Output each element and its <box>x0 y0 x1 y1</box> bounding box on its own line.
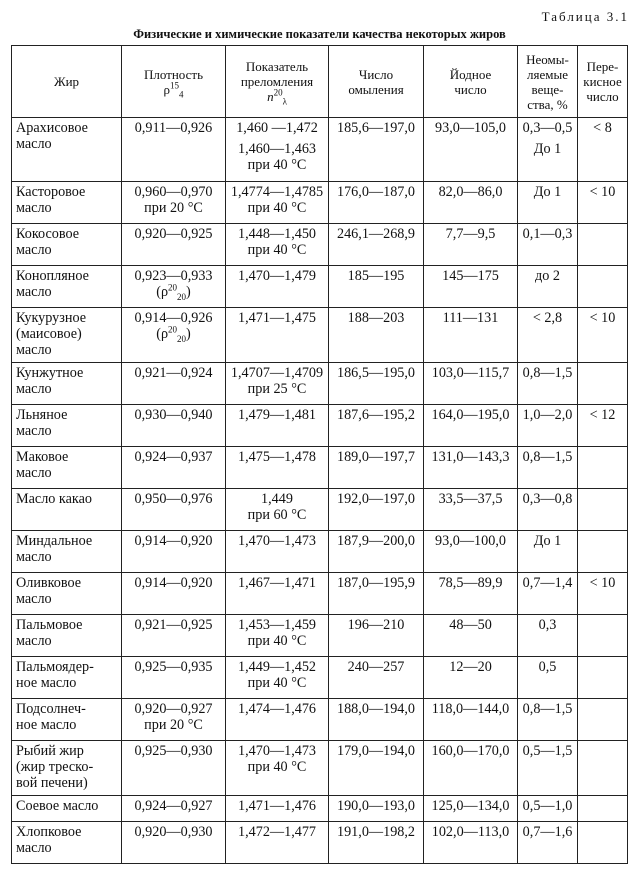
cell-unsaponifiable <box>518 182 578 224</box>
cell-line: 0,3—0,8 <box>522 491 573 507</box>
cell-fat-name <box>12 308 122 363</box>
table-row <box>12 224 628 266</box>
cell-fat-name <box>12 118 122 182</box>
cell-line: масло <box>16 591 52 607</box>
cell-line: (маисовое) <box>16 326 82 342</box>
cell-line: масло <box>16 465 52 481</box>
cell-line: 1,448—1,450 <box>237 226 317 242</box>
cell-line: 0,924—0,937 <box>134 449 213 465</box>
cell-line: 0,923—0,933 <box>134 268 213 284</box>
cell-unsaponifiable <box>518 489 578 531</box>
cell-iodine: 160,0—170,0 <box>424 741 518 796</box>
cell-line: Рыбий жир <box>16 743 84 759</box>
cell-line: масло <box>16 423 52 439</box>
cell-unsaponifiable <box>518 363 578 405</box>
cell-iodine: 82,0—86,0 <box>424 182 518 224</box>
cell-fat-name <box>12 741 122 796</box>
cell-line: при 20 °C <box>144 200 203 216</box>
cell-iodine: 125,0—134,0 <box>424 796 518 822</box>
header-unsaponifiable: Неомы- ляемые веще- ства, % <box>518 46 578 118</box>
cell-line: 0,5—1,5 <box>522 743 573 759</box>
cell-saponification: 188—203 <box>329 308 424 363</box>
cell-iodine: 12—20 <box>424 657 518 699</box>
cell-density <box>122 118 226 182</box>
cell-line: Миндальное <box>16 533 93 549</box>
cell-saponification: 186,5—195,0 <box>329 363 424 405</box>
cell-line: 1,460—1,463 <box>237 141 317 157</box>
cell-line: 0,8—1,5 <box>522 365 573 381</box>
cell-density <box>122 308 226 363</box>
cell-refraction <box>226 741 329 796</box>
cell-refraction <box>226 796 329 822</box>
table-row <box>12 531 628 573</box>
cell-density <box>122 615 226 657</box>
cell-peroxide <box>578 657 628 699</box>
cell-refraction <box>226 182 329 224</box>
cell-line: Оливковое <box>16 575 82 591</box>
table-row <box>12 405 628 447</box>
cell-line: 1,449—1,452 <box>237 659 317 675</box>
cell-refraction <box>226 699 329 741</box>
cell-saponification: 187,6—195,2 <box>329 405 424 447</box>
cell-fat-name <box>12 182 122 224</box>
cell-line: при 40 °C <box>247 242 307 258</box>
cell-line: 0,3—0,5 <box>522 120 573 136</box>
cell-line: масло <box>16 200 52 216</box>
cell-density <box>122 699 226 741</box>
cell-peroxide: < 12 <box>578 405 628 447</box>
cell-line: 1,470—1,473 <box>237 743 317 759</box>
cell-line: Пальмовое <box>16 617 83 633</box>
cell-unsaponifiable <box>518 531 578 573</box>
cell-peroxide <box>578 796 628 822</box>
cell-line: масло <box>16 284 52 300</box>
cell-peroxide <box>578 266 628 308</box>
cell-line: масло <box>16 633 52 649</box>
cell-peroxide <box>578 822 628 864</box>
cell-saponification: 188,0—194,0 <box>329 699 424 741</box>
cell-peroxide <box>578 531 628 573</box>
cell-line: масло <box>16 840 52 856</box>
cell-refraction <box>226 489 329 531</box>
cell-density <box>122 489 226 531</box>
cell-unsaponifiable <box>518 615 578 657</box>
cell-unsaponifiable <box>518 822 578 864</box>
table-body <box>12 118 628 864</box>
cell-unsaponifiable <box>518 308 578 363</box>
fat-quality-table <box>11 45 628 864</box>
cell-line: 0,920—0,927 <box>134 701 213 717</box>
cell-line: 0,914—0,920 <box>134 575 213 591</box>
cell-line: 1,475—1,478 <box>237 449 317 465</box>
table-caption: Физические и химические показатели качества некоторых жиров <box>133 27 506 41</box>
cell-peroxide <box>578 447 628 489</box>
cell-line: (жир треско- <box>16 759 94 775</box>
cell-saponification: 187,0—195,9 <box>329 573 424 615</box>
cell-saponification: 196—210 <box>329 615 424 657</box>
table-row <box>12 447 628 489</box>
cell-density <box>122 266 226 308</box>
cell-refraction <box>226 308 329 363</box>
table-row <box>12 657 628 699</box>
table-row <box>12 308 628 363</box>
cell-iodine: 145—175 <box>424 266 518 308</box>
cell-iodine: 103,0—115,7 <box>424 363 518 405</box>
cell-fat-name <box>12 489 122 531</box>
cell-saponification: 187,9—200,0 <box>329 531 424 573</box>
cell-unsaponifiable <box>518 741 578 796</box>
cell-line: при 40 °C <box>247 200 307 216</box>
cell-peroxide <box>578 741 628 796</box>
table-row <box>12 182 628 224</box>
cell-line: Арахисовое <box>16 120 88 136</box>
cell-unsaponifiable <box>518 573 578 615</box>
cell-saponification: 185—195 <box>329 266 424 308</box>
cell-line: 1,467—1,471 <box>237 575 317 591</box>
cell-line: Кокосовое <box>16 226 80 242</box>
cell-unsaponifiable <box>518 699 578 741</box>
cell-density <box>122 182 226 224</box>
cell-line: 0,8—1,5 <box>522 449 573 465</box>
cell-line: масло <box>16 136 52 152</box>
cell-line: 1,449 <box>261 491 293 507</box>
cell-peroxide: < 10 <box>578 573 628 615</box>
cell-fat-name <box>12 573 122 615</box>
cell-line: ное масло <box>16 717 77 733</box>
cell-line: Подсолнеч- <box>16 701 86 717</box>
density-rho-note: $(\rho^{20}_{20})$ <box>156 282 191 302</box>
cell-line: Масло какао <box>16 491 92 507</box>
cell-saponification: 192,0—197,0 <box>329 489 424 531</box>
cell-fat-name <box>12 531 122 573</box>
cell-line: 1,470—1,479 <box>237 268 317 284</box>
cell-iodine: 93,0—105,0 <box>424 118 518 182</box>
header-fat: Жир <box>12 46 122 118</box>
cell-refraction <box>226 224 329 266</box>
cell-iodine: 118,0—144,0 <box>424 699 518 741</box>
cell-iodine: 7,7—9,5 <box>424 224 518 266</box>
cell-density <box>122 573 226 615</box>
cell-line: 1,474—1,476 <box>237 701 317 717</box>
cell-line: 1,472—1,477 <box>237 824 317 840</box>
cell-iodine: 33,5—37,5 <box>424 489 518 531</box>
cell-line: 0,925—0,935 <box>134 659 213 675</box>
cell-iodine: 78,5—89,9 <box>424 573 518 615</box>
cell-saponification: 176,0—187,0 <box>329 182 424 224</box>
table-row <box>12 796 628 822</box>
cell-line: Касторовое <box>16 184 86 200</box>
cell-iodine: 93,0—100,0 <box>424 531 518 573</box>
cell-fat-name <box>12 405 122 447</box>
header-saponification: Число омыления <box>329 46 424 118</box>
table-row <box>12 615 628 657</box>
cell-peroxide <box>578 615 628 657</box>
cell-unsaponifiable <box>518 405 578 447</box>
cell-density <box>122 224 226 266</box>
cell-iodine: 102,0—113,0 <box>424 822 518 864</box>
table-row <box>12 699 628 741</box>
cell-saponification: 191,0—198,2 <box>329 822 424 864</box>
cell-line: 0,3 <box>538 617 557 633</box>
cell-line: 0,914—0,920 <box>134 533 213 549</box>
header-iodine: Йодное число <box>424 46 518 118</box>
cell-line: при 40 °C <box>247 157 307 173</box>
cell-line: 0,911—0,926 <box>134 120 213 136</box>
cell-line: Соевое масло <box>16 798 99 814</box>
cell-line: ное масло <box>16 675 77 691</box>
cell-fat-name <box>12 657 122 699</box>
cell-line: при 40 °C <box>247 675 307 691</box>
cell-line: 0,950—0,976 <box>134 491 213 507</box>
cell-line: 0,914—0,926 <box>134 310 213 326</box>
cell-density <box>122 447 226 489</box>
cell-line: 0,921—0,924 <box>134 365 213 381</box>
cell-unsaponifiable <box>518 447 578 489</box>
cell-line: 0,924—0,927 <box>134 798 213 814</box>
cell-refraction <box>226 657 329 699</box>
cell-line: 1,479—1,481 <box>237 407 317 423</box>
cell-unsaponifiable <box>518 796 578 822</box>
cell-line: масло <box>16 342 52 358</box>
cell-unsaponifiable <box>518 266 578 308</box>
cell-peroxide: < 10 <box>578 182 628 224</box>
cell-peroxide <box>578 699 628 741</box>
cell-fat-name <box>12 363 122 405</box>
table-header-row <box>12 46 628 118</box>
cell-peroxide: < 8 <box>578 118 628 182</box>
cell-refraction <box>226 405 329 447</box>
cell-refraction <box>226 447 329 489</box>
cell-fat-name <box>12 266 122 308</box>
cell-line: До 1 <box>533 184 562 200</box>
cell-refraction <box>226 573 329 615</box>
cell-iodine: 111—131 <box>424 308 518 363</box>
cell-refraction <box>226 615 329 657</box>
cell-line: До 1 <box>533 533 562 549</box>
cell-line: до 2 <box>535 268 560 284</box>
cell-line: До 1 <box>533 141 562 157</box>
cell-saponification: 246,1—268,9 <box>329 224 424 266</box>
cell-line: 0,1—0,3 <box>522 226 573 242</box>
cell-line: 1,4774—1,4785 <box>230 184 324 200</box>
cell-line: 0,925—0,930 <box>134 743 213 759</box>
cell-density <box>122 796 226 822</box>
cell-line: 1,0—2,0 <box>522 407 573 423</box>
cell-refraction <box>226 266 329 308</box>
cell-line: при 60 °C <box>247 507 307 523</box>
cell-saponification: 179,0—194,0 <box>329 741 424 796</box>
cell-line: масло <box>16 381 52 397</box>
cell-saponification: 190,0—193,0 <box>329 796 424 822</box>
cell-density <box>122 363 226 405</box>
header-density: Плотность $\rho^{15}_4$ <box>122 46 226 118</box>
cell-line: при 25 °C <box>247 381 307 397</box>
cell-density <box>122 657 226 699</box>
cell-peroxide <box>578 224 628 266</box>
cell-line: Кунжутное <box>16 365 84 381</box>
table-row <box>12 741 628 796</box>
cell-iodine: 164,0—195,0 <box>424 405 518 447</box>
cell-saponification: 185,6—197,0 <box>329 118 424 182</box>
cell-line: 1,460 —1,472 <box>236 120 318 136</box>
cell-line: Пальмоядер- <box>16 659 94 675</box>
cell-unsaponifiable <box>518 657 578 699</box>
cell-refraction <box>226 363 329 405</box>
cell-line: 1,471—1,475 <box>237 310 317 326</box>
cell-line: 1,4707—1,4709 <box>230 365 324 381</box>
cell-line: Кукурузное <box>16 310 87 326</box>
cell-density <box>122 741 226 796</box>
table-row <box>12 266 628 308</box>
cell-fat-name <box>12 796 122 822</box>
cell-line: 0,930—0,940 <box>134 407 213 423</box>
cell-peroxide <box>578 363 628 405</box>
cell-line: Конопляное <box>16 268 89 284</box>
density-rho-note: $(\rho^{20}_{20})$ <box>156 324 191 344</box>
cell-line: 1,470—1,473 <box>237 533 317 549</box>
cell-peroxide: < 10 <box>578 308 628 363</box>
cell-line: при 40 °C <box>247 633 307 649</box>
cell-line: Маковое <box>16 449 69 465</box>
cell-line: 0,7—1,4 <box>522 575 573 591</box>
cell-unsaponifiable <box>518 118 578 182</box>
cell-line: < 2,8 <box>532 310 563 326</box>
cell-saponification: 189,0—197,7 <box>329 447 424 489</box>
cell-iodine: 131,0—143,3 <box>424 447 518 489</box>
cell-fat-name <box>12 447 122 489</box>
cell-line: 0,8—1,5 <box>522 701 573 717</box>
cell-line: 0,920—0,930 <box>134 824 213 840</box>
cell-refraction <box>226 822 329 864</box>
cell-density <box>122 531 226 573</box>
cell-fat-name <box>12 699 122 741</box>
table-row <box>12 363 628 405</box>
header-peroxide: Пере- кисное число <box>578 46 628 118</box>
cell-fat-name <box>12 615 122 657</box>
cell-line: 0,7—1,6 <box>522 824 573 840</box>
cell-line: 1,471—1,476 <box>237 798 317 814</box>
cell-line: Хлопковое <box>16 824 82 840</box>
cell-line: 0,5—1,0 <box>522 798 573 814</box>
header-refraction: Показатель преломления $n^{20}_\lambda$ <box>226 46 329 118</box>
cell-peroxide <box>578 489 628 531</box>
table-row <box>12 822 628 864</box>
cell-line: при 40 °C <box>247 759 307 775</box>
cell-line: при 20 °C <box>144 717 203 733</box>
cell-line: 0,5 <box>538 659 557 675</box>
cell-saponification: 240—257 <box>329 657 424 699</box>
cell-density <box>122 405 226 447</box>
table-row <box>12 489 628 531</box>
cell-line: 0,920—0,925 <box>134 226 213 242</box>
cell-density <box>122 822 226 864</box>
table-row <box>12 118 628 182</box>
cell-refraction <box>226 531 329 573</box>
cell-line: масло <box>16 242 52 258</box>
cell-iodine: 48—50 <box>424 615 518 657</box>
cell-fat-name <box>12 822 122 864</box>
cell-unsaponifiable <box>518 224 578 266</box>
table-row <box>12 573 628 615</box>
table-number-label: Таблица 3.1 <box>541 9 629 24</box>
cell-line: вой печени) <box>16 775 88 791</box>
cell-line: Льняное <box>16 407 68 423</box>
cell-line: масло <box>16 549 52 565</box>
cell-line: 0,921—0,925 <box>134 617 213 633</box>
cell-line: 1,453—1,459 <box>237 617 317 633</box>
cell-fat-name <box>12 224 122 266</box>
cell-line: 0,960—0,970 <box>134 184 213 200</box>
cell-refraction <box>226 118 329 182</box>
